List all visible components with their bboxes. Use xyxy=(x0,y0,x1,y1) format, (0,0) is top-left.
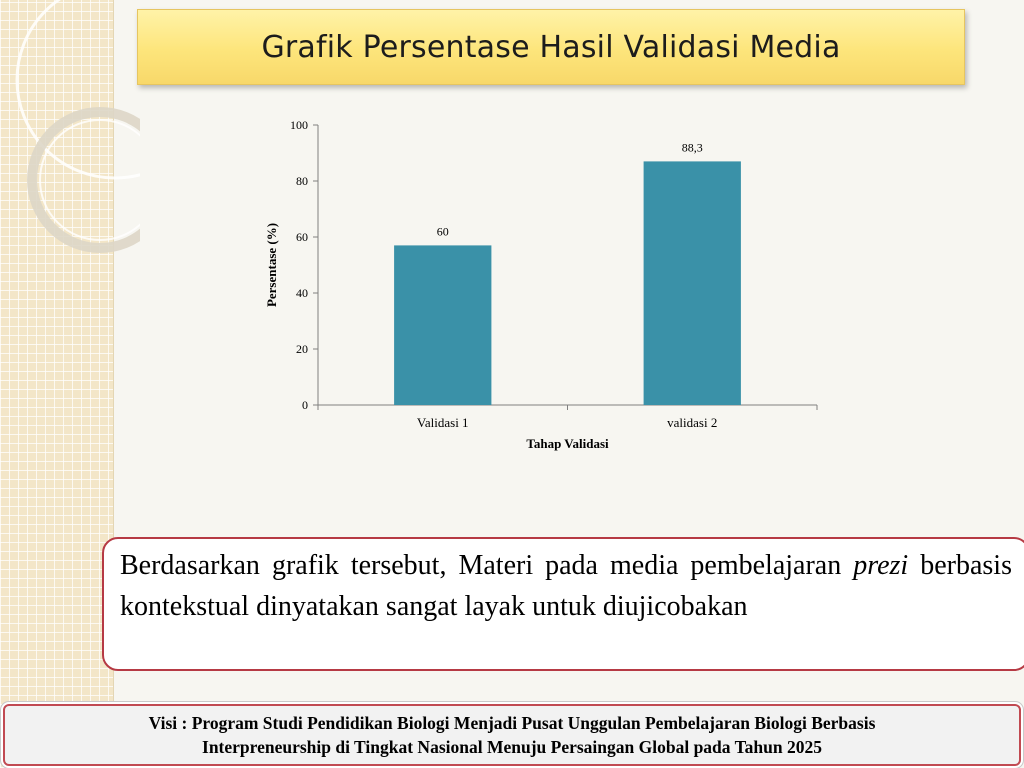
decor-ring-medium xyxy=(32,112,140,248)
vision-footer xyxy=(3,704,1021,766)
bar xyxy=(394,245,491,405)
vision-line-2: Interpreneurship di Tingkat Nasional Menuju Persaingan Global pada Tahun 2025 xyxy=(202,737,822,757)
x-tick-label: validasi 2 xyxy=(667,415,718,430)
y-tick-label: 0 xyxy=(302,398,308,412)
y-tick-label: 40 xyxy=(296,286,308,300)
conclusion-emphasis: prezi xyxy=(853,550,909,581)
x-axis-title: Tahap Validasi xyxy=(526,436,609,451)
conclusion-box xyxy=(102,537,1024,671)
x-tick-label: Validasi 1 xyxy=(416,415,469,430)
conclusion-text-part2: berbasis kontekstual dinyatakan sangat layak untuk diujicobakan xyxy=(120,550,1012,622)
bar xyxy=(644,161,741,405)
y-tick-label: 20 xyxy=(296,342,308,356)
decorative-rings xyxy=(0,0,140,260)
decor-ring-inner xyxy=(40,120,140,240)
y-tick-label: 60 xyxy=(296,230,308,244)
conclusion-text-part1: Berdasarkan grafik tersebut, Materi pada media pembelajaran xyxy=(120,550,854,581)
vision-line-1: Visi : Program Studi Pendidikan Biologi Menjadi Pusat Unggulan Pembelajaran Biologi Berbasis xyxy=(148,713,876,733)
title-banner xyxy=(137,9,965,85)
page-title: Grafik Persentase Hasil Validasi Media xyxy=(261,29,841,65)
y-tick-label: 80 xyxy=(296,174,308,188)
bar-series xyxy=(394,140,741,430)
data-label: 60 xyxy=(436,224,449,239)
data-label: 88,3 xyxy=(681,140,703,155)
y-axis-title: Persentase (%) xyxy=(264,222,279,308)
y-tick-label: 100 xyxy=(290,118,308,132)
bar-chart xyxy=(250,105,830,465)
